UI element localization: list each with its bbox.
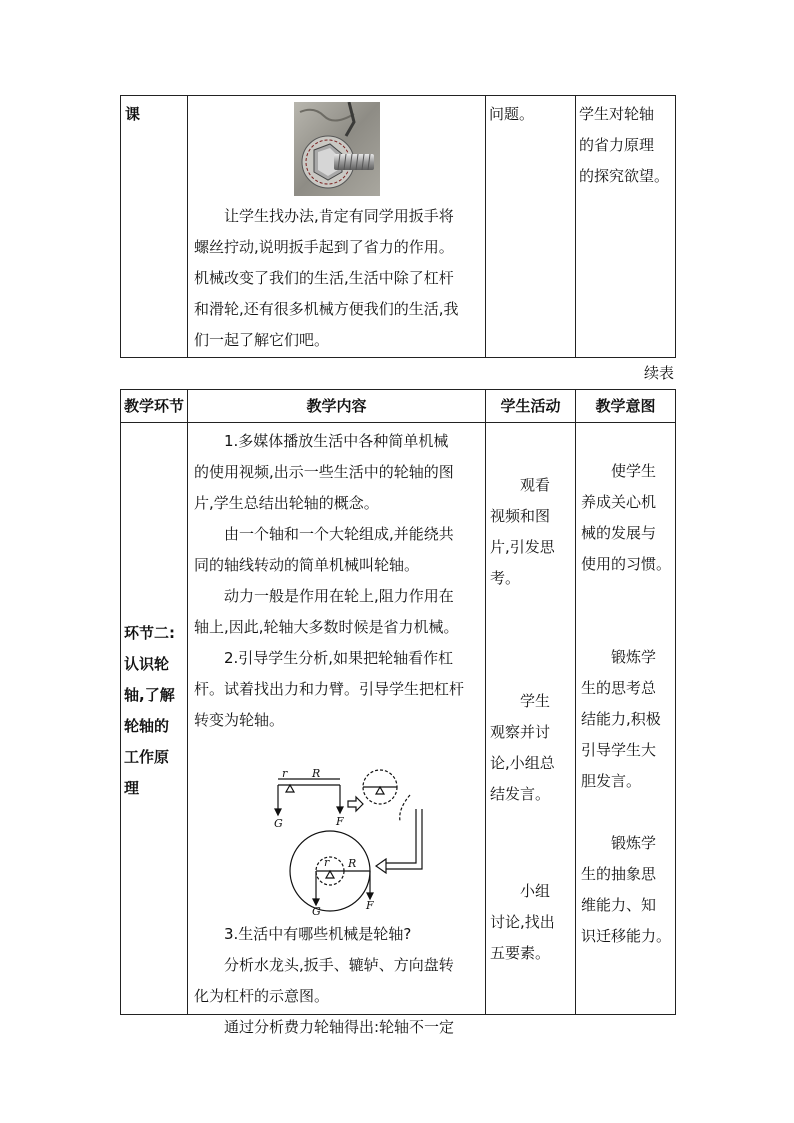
content-a-line-8: 2.引导学生分析,如果把轮轴看作杠 [224,649,454,667]
stage-line-6: 理 [124,779,140,797]
intent-a-line-4: 使用的习惯。 [581,555,672,573]
content-a-line-1: 1.多媒体播放生活中各种简单机械 [224,432,449,450]
content-b-line-4: 通过分析费力轮轴得出:轮轴不一定 [224,1018,455,1036]
content-b-line-1: 3.生活中有哪些机械是轮轴? [224,925,412,943]
header-student-activity: 学生活动 [486,390,576,423]
top-col1-cell [121,96,188,358]
header-teaching-content: 教学内容 [188,390,486,423]
intent-cell [576,423,676,1015]
activity-b-line-4: 结发言。 [490,785,551,803]
lesson-table-main [120,389,676,1036]
content-cell [188,423,486,1036]
top-col2-line-4: 和滑轮,还有很多机械方便我们的生活,我 [194,300,459,318]
activity-b-line-3: 论,小组总 [490,754,555,772]
top-col2-cell [188,96,486,358]
content-a-line-9: 杆。试着找出力和力臂。引导学生把杠杆 [194,680,465,698]
content-a-line-6: 动力一般是作用在轮上,阻力作用在 [224,587,454,605]
top-col4-line-3: 的探究欲望。 [579,167,670,185]
intent-b-line-1: 锻炼学 [611,648,657,666]
content-a-line-5: 同的轴线转动的简单机械叫轮轴。 [194,556,420,574]
content-a-line-7: 轴上,因此,轮轴大多数时候是省力机械。 [194,618,459,636]
activity-a-line-4: 考。 [490,569,521,587]
top-col1-text: 课 [125,105,141,123]
activity-a-line-1: 观看 [520,476,551,494]
intent-a-line-1: 使学生 [611,462,657,480]
lever-label-F: F [336,815,344,828]
content-a-line-3: 片,学生总结出轮轴的概念。 [194,494,379,512]
top-col4-line-1: 学生对轮轴 [579,105,655,123]
top-col2-line-5: 们一起了解它们吧。 [194,331,330,349]
stage-line-5: 工作原 [124,748,170,766]
lesson-table-top [120,95,676,358]
top-col4-line-2: 的省力原理 [579,136,655,154]
top-col2-line-2: 螺丝拧动,说明扳手起到了省力的作用。 [194,238,454,256]
content-a-line-2: 的使用视频,出示一些生活中的轮轴的图 [194,463,454,481]
activity-c-line-2: 讨论,找出 [490,913,555,931]
activity-a-line-2: 视频和图 [490,507,551,525]
activity-cell [486,423,576,1015]
stage-line-2: 认识轮 [124,655,170,673]
continued-label: 续表 [643,364,674,382]
wheel-label-R: R [348,857,357,870]
header-teaching-stage: 教学环节 [121,390,188,423]
lever-label-R: R [312,769,321,780]
header-teaching-intent: 教学意图 [576,390,676,423]
top-col4-cell [576,96,676,358]
intent-a-line-2: 养成关心机 [581,493,657,511]
wheel-label-r: r [324,856,330,869]
intent-c-line-1: 锻炼学 [611,834,657,852]
lever-label-G: G [274,817,283,830]
activity-a-line-3: 片,引发思 [490,538,555,556]
activity-c-line-3: 五要素。 [490,944,551,962]
stage-line-1: 环节二: [124,624,175,642]
content-a-line-10: 转变为轮轴。 [194,711,285,729]
lever-to-wheel-axle-diagram [268,769,458,930]
wheel-label-G: G [312,905,321,918]
intent-b-line-4: 引导学生大 [581,741,657,759]
activity-c-line-1: 小组 [520,882,551,900]
content-b-line-3: 化为杠杆的示意图。 [194,987,330,1005]
intent-c-line-3: 维能力、知 [581,896,657,914]
content-b-line-2: 分析水龙头,扳手、辘轳、方向盘转 [224,956,454,974]
intent-c-line-2: 生的抽象思 [581,865,657,883]
top-col3-cell [486,96,576,358]
stage-line-3: 轴,了解 [124,686,175,704]
intent-b-line-2: 生的思考总 [581,679,657,697]
top-col2-line-3: 机械改变了我们的生活,生活中除了杠杆 [194,269,454,287]
intent-b-line-3: 结能力,积极 [581,710,661,728]
lever-label-r: r [282,769,288,780]
activity-b-line-2: 观察并讨 [490,723,551,741]
intent-a-line-3: 械的发展与 [581,524,657,542]
intent-b-line-5: 胆发言。 [581,772,642,790]
stage-cell [121,423,188,1015]
intent-c-line-4: 识迁移能力。 [581,927,672,945]
bolt-photo [294,102,380,196]
wheel-label-F: F [366,899,374,912]
top-col3-text: 问题。 [489,105,535,123]
content-a-line-4: 由一个轴和一个大轮组成,并能绕共 [224,525,454,543]
top-col2-line-1: 让学生找办法,肯定有同学用扳手将 [224,207,454,225]
activity-b-line-1: 学生 [520,692,551,710]
stage-line-4: 轮轴的 [124,717,170,735]
